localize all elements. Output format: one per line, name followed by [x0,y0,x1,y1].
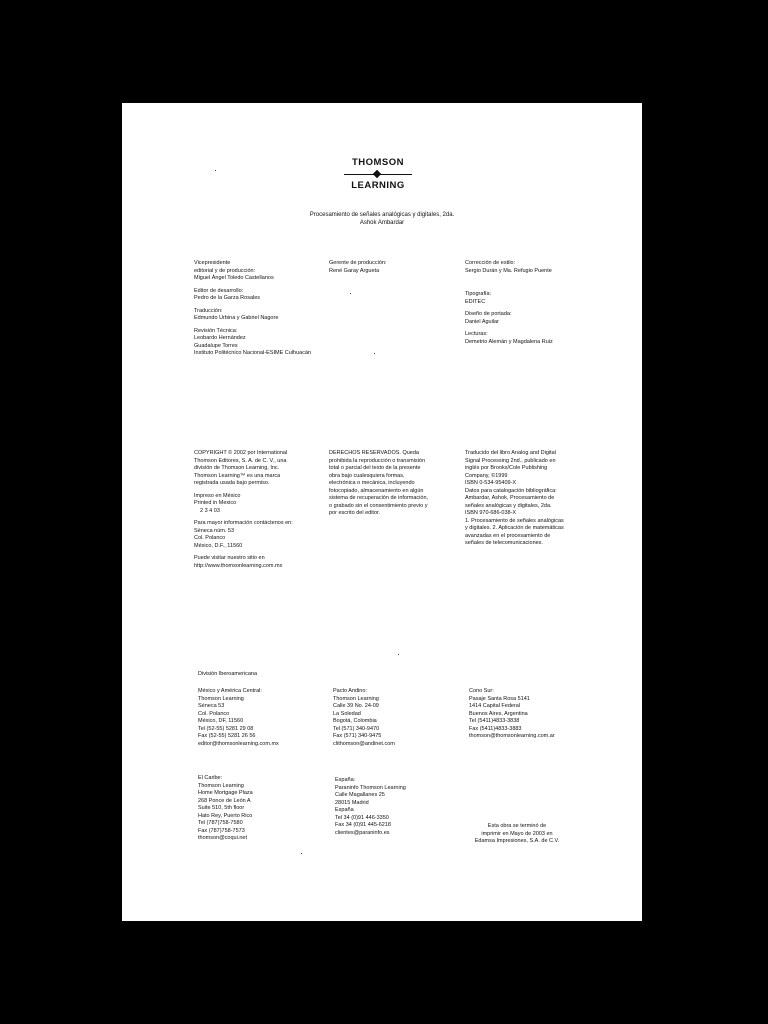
credit-label: Corrección de estilo: [465,260,516,266]
office-line: España: [335,777,356,783]
legal-left [194,450,293,570]
rights-line: prohibida la reproducción o transmisión [329,457,425,464]
office-line: 1414 Capital Federal [469,703,521,709]
contact-line: Séneca núm. 53 [194,527,235,534]
rights-line: o grabado sin el consentimiento previo y [329,502,428,509]
office-line: Hato Rey, Puerto Rico [198,812,253,819]
colophon-line: Edamsa Impresiones, S.A. de C.V. [474,838,560,844]
website-line: Puede visitar nuestro sitio en [194,555,265,561]
copyright-line: Thomson Editores, S. A. de C. V., una [194,457,287,464]
translation-line: Ambardar, Ashok, Procesamiento de [465,495,555,501]
credit-name: Demetrio Alemán y Magdalena Ruiz [465,338,553,345]
office-line: Tel (571) 340-9470 [333,725,380,732]
credit-label: Editor de desarrollo: [194,287,244,294]
book-title-block [262,211,502,227]
office-line: Thomson Learning [198,695,244,702]
office-cono-sur [469,688,555,741]
credit-label: Revisión Técnica: [194,327,238,334]
scan-speck [398,654,399,655]
website-url: http://www.thomsonlearning.com.mx [194,562,283,569]
rights-line: por escrito del editor. [329,510,381,516]
office-line: Fax (5411)4833-3883 [469,725,522,732]
office-email: clithomson@andinet.com [333,740,395,747]
translation-line: Signal Processing 2nd., publicado en [465,457,556,464]
translation-line: y digitales. 2. Aplicación de matemáticas [465,525,564,531]
translation-line: Datos para catalogación bibliográfica: [465,487,557,494]
translation-line: avanzadas en el procesamiento de [465,532,551,539]
rights-line: sistema de recuperación de información, [329,495,429,501]
office-line: Fax (52-55) 5281 26 56 [198,733,256,739]
credits-middle [329,260,386,275]
office-line: Col. Polanco [198,710,230,717]
credit-name: Instituto Politécnico Nacional-ESIME Culhuacán [194,350,312,356]
office-line: Fax (571) 340-9475 [333,733,382,739]
office-line: España [335,807,354,813]
office-line: Tel (787)758-7580 [198,820,243,826]
office-line: Bogotá, Colombia [333,718,377,724]
credit-label: Lecturas: [465,331,488,337]
colophon [462,823,572,846]
contact-line: Para mayor información contáctenos en: [194,520,293,526]
scan-speck [350,293,351,294]
translation-line: 1. Procesamiento de señales analógicas [465,517,564,524]
translation-line: ISBN 970-686-038-X [465,510,517,516]
office-line: Cono Sur: [469,688,494,694]
office-email: editor@thomsonlearning.com.mx [198,740,279,747]
legal-middle [329,450,428,518]
office-line: Tel (5411)4833-3838 [469,718,520,724]
translation-line: señales de telecomunicaciones. [465,540,543,546]
office-line: 28015 Madrid [335,799,369,806]
thomson-learning-logo [340,157,416,191]
credit-label: Gerente de producción: [329,260,387,266]
translation-line: inglés por Brooks/Cole Publishing [465,465,548,471]
copyright-line: Thomson Learning™ es una marca [194,472,281,479]
logo-line-2: LEARNING [351,180,405,191]
credits-left [194,260,311,358]
translation-line: ISBN 0-534-95409-X [465,480,517,486]
office-email: thomson@coqui.net [198,835,248,841]
translation-line: Company, ©1999 [465,472,508,479]
credit-name: Leobardo Hernández [194,335,246,341]
printed-line: Impreso en México [194,492,241,499]
scan-speck [374,353,375,354]
office-line: 268 Ponce de León A [198,797,251,804]
credit-label: Traducción: [194,307,223,314]
logo-line-1: THOMSON [351,157,405,168]
office-espana [335,777,406,837]
office-line: Séneca 53 [198,703,225,709]
office-line: El Caribe: [198,775,223,781]
office-line: México, DF, 11560 [198,718,244,724]
office-mexico [198,688,279,748]
contact-line: México, D.F., 11560 [194,542,243,549]
credit-name: René Garay Argueta [329,267,380,274]
scan-speck [301,853,302,854]
office-line: Fax (787)758-7573 [198,827,245,834]
office-line: Buenos Aires, Argentina [469,710,528,717]
credit-name: Guadalupe Torres [194,342,238,349]
translation-line: señales analógicas y digitales, 2da. [465,502,552,509]
scan-speck [215,170,216,171]
rights-line: obra bajo cualesquiera formas, [329,472,405,479]
office-line: Fax 34 (0)91 445-6218 [335,822,391,828]
office-line: Paraninfo Thomson Learning [335,784,406,791]
logo-star-icon [340,169,416,179]
office-line: Home Mortgage Plaza [198,790,253,796]
office-email: clientes@paraninfo.es [335,829,390,836]
office-line: Calle Magallanes 25 [335,792,385,798]
credit-label: Vicepresidente [194,260,231,266]
office-line: Pacto Andino: [333,688,367,694]
copyright-line: división de Thomson Learning, Inc. [194,465,280,471]
colophon-line: imprimir en Mayo de 2003 en [481,830,553,837]
rights-line: electrónica o mecánica, incluyendo [329,480,415,486]
credit-label: Tipografía: [465,291,492,297]
office-line: Tel (52-55) 5281 29 08 [198,725,254,732]
office-line: México y América Central: [198,688,262,694]
office-andino [333,688,395,748]
office-line: La Soledad [333,710,361,717]
translation-line: Traducido del libro Analog and Digital [465,450,556,456]
credit-name: Pedro de la Garza Rosales [194,295,261,301]
colophon-line: Esta obra se terminó de [487,823,547,829]
book-author: Ashok Ambardar [359,220,405,226]
credit-name: Edmundo Urbina y Gabriel Nagore [194,315,279,321]
rights-line: fotocopiado, almacenamiento en algún [329,487,424,494]
office-line: Thomson Learning [198,782,244,789]
copyright-page [122,103,642,921]
credits-right [465,260,553,346]
contact-line: Col. Polanco [194,535,226,541]
office-line: Tel 34 (0)91 446-3350 [335,814,389,821]
credit-name: EDITEC [465,298,486,305]
print-run: 2 3 4 03 [200,507,220,514]
copyright-line: registrada usada bajo permiso. [194,480,270,486]
office-caribe [198,775,253,843]
book-title: Procesamiento de señales analógicas y digitales, 2da. [309,212,455,218]
credit-name: Daniel Aguilar [465,318,499,325]
rights-line: DERECHOS RESERVADOS. Queda [329,450,419,456]
rights-line: total o parcial del texto de la presente [329,465,421,471]
printed-line: Printed in Mexico [194,500,237,506]
office-line: Suite 510, 5th floor [198,805,245,811]
office-line: Calle 39 No. 24-09 [333,703,379,709]
copyright-line: COPYRIGHT © 2002 por International [194,450,288,456]
office-email: thomson@thomsonlearning.com.ar [469,733,555,739]
credit-name: Miguel Ángel Toledo Castellanos [194,275,274,281]
credit-label: editorial y de producción: [194,267,256,274]
office-line: Pasaje Santa Rosa 5141 [469,695,530,702]
legal-right [465,450,564,548]
credit-label: Diseño de portada: [465,311,512,317]
office-line: Thomson Learning [333,695,379,702]
credit-name: Sergio Durán y Ma. Refugio Puente [465,267,552,274]
offices-heading: División Iberoamericana [198,671,257,677]
